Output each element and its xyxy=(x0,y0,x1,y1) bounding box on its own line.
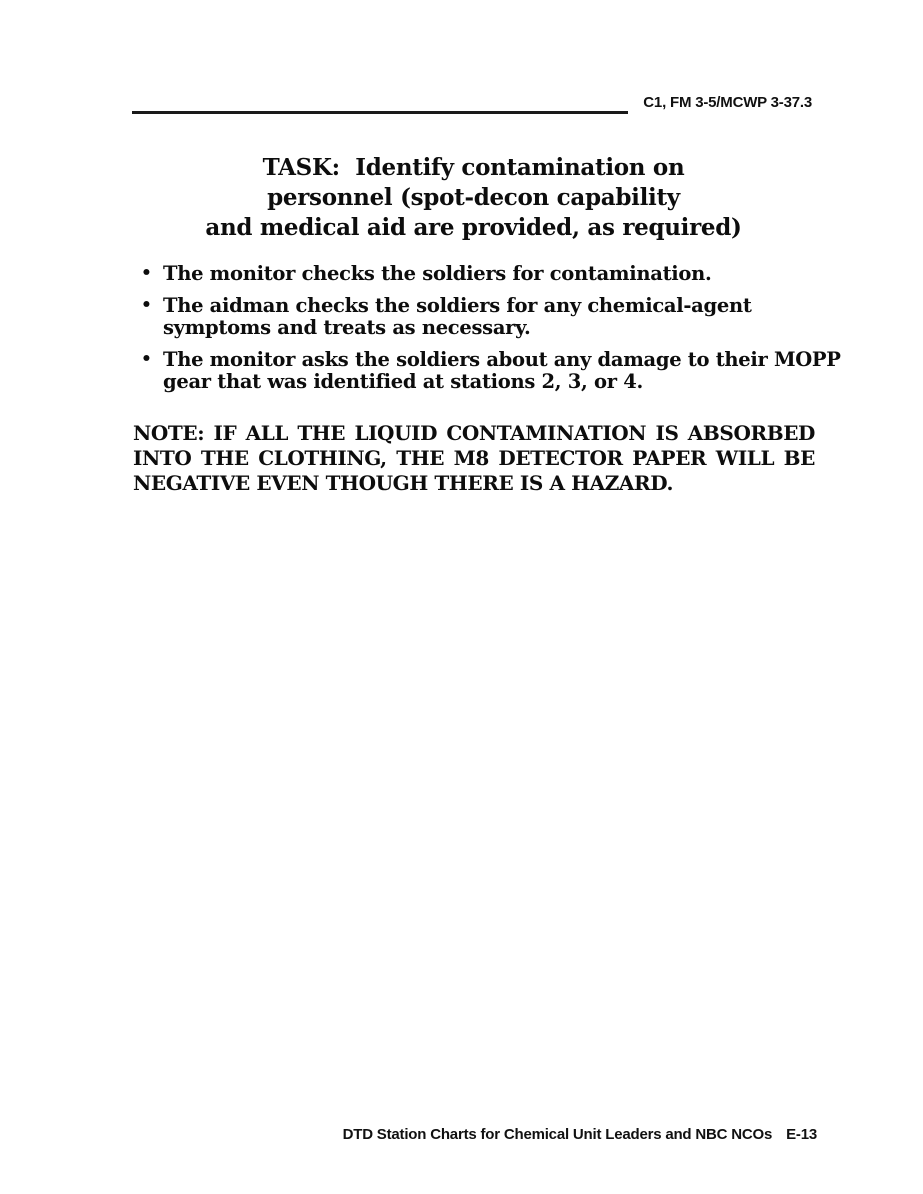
note-line: NOTE: IF ALL THE LIQUID CONTAMINATION IS ABSORBED xyxy=(133,421,815,445)
bullet-text-line: gear that was identified at stations 2, 3, or 4. xyxy=(163,370,643,393)
bullet-text-line: The monitor checks the soldiers for contamination. xyxy=(163,262,712,285)
bullet-text-line: The monitor asks the soldiers about any damage to their MOPP xyxy=(163,347,841,371)
bullet-text-line: symptoms and treats as necessary. xyxy=(163,316,531,339)
task-bullet-list xyxy=(140,263,840,403)
note-line: NEGATIVE EVEN THOUGH THERE IS A HAZARD. xyxy=(133,471,674,495)
bullet-icon: • xyxy=(141,263,152,283)
list-item xyxy=(140,295,840,340)
list-item xyxy=(140,263,840,286)
bullet-icon: • xyxy=(141,348,152,369)
doc-reference: C1, FM 3-5/MCWP 3-37.3 xyxy=(643,94,812,111)
bullet-icon: • xyxy=(141,294,152,315)
list-item xyxy=(140,349,840,394)
footer-title: DTD Station Charts for Chemical Unit Leaders and NBC NCOs xyxy=(342,1126,773,1143)
task-title-line: TASK: Identify contamination on xyxy=(262,154,685,181)
bullet-text-line: The aidman checks the soldiers for any chemical-agent xyxy=(163,293,752,317)
page-footer xyxy=(300,1126,817,1143)
note-line: INTO THE CLOTHING, THE M8 DETECTOR PAPER WILL BE xyxy=(133,446,815,470)
header-rule xyxy=(132,111,628,114)
task-title-line: and medical aid are provided, as required) xyxy=(205,214,742,241)
note-paragraph xyxy=(133,421,815,496)
task-title xyxy=(132,153,815,243)
page-number: E-13 xyxy=(786,1126,817,1143)
task-title-line: personnel (spot-decon capability xyxy=(267,184,680,211)
